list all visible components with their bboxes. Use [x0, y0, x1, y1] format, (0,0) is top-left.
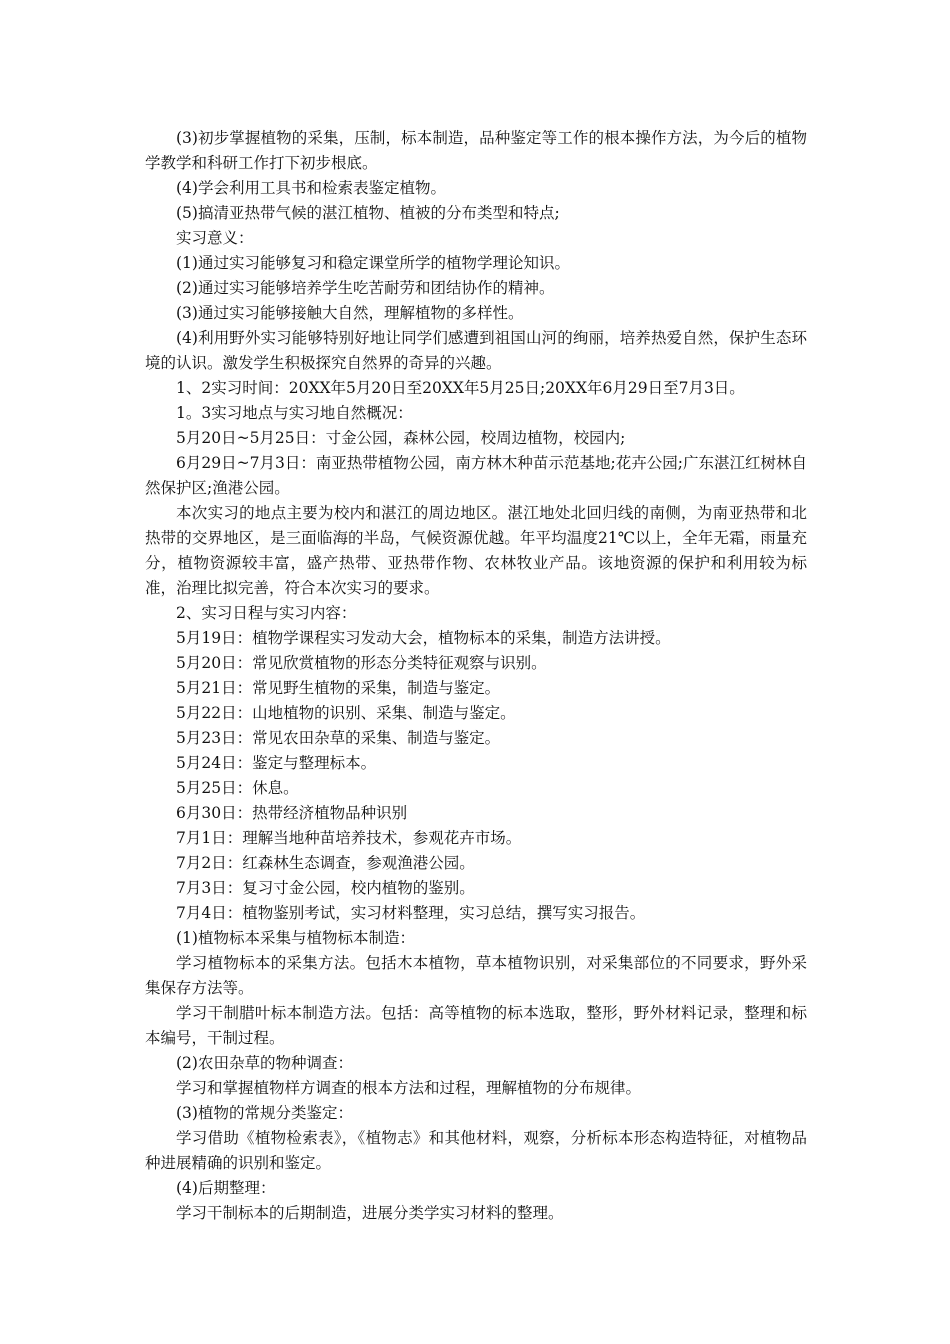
schedule-item: 5月24日：鉴定与整理标本。 — [176, 754, 377, 772]
paragraph: 本次实习的地点主要为校内和湛江的周边地区。湛江地处北回归线的南侧，为南亚热带和北热带的交界地区，是三面临海的半岛，气候资源优越。年平均温度21℃以上，全年无霜，雨量充分，植物资源较丰富，盛产热带、亚热带作物、农林牧业产品。该地资源的保护和利用较为标准，治理比拟完善，符合本次实习的要求。 — [145, 504, 807, 597]
paragraph: 6月29日~7月3日：南亚热带植物公园，南方林木种苗示范基地;花卉公园;广东湛江红树林自然保护区;渔港公园。 — [145, 454, 807, 497]
subsection-heading: (3)植物的常规分类鉴定： — [176, 1104, 353, 1122]
paragraph: 学习借助《植物检索表》，《植物志》和其他材料，观察，分析标本形态构造特征，对植物品种进展精确的识别和鉴定。 — [145, 1129, 807, 1172]
paragraph: 学习干制标本的后期制造，进展分类学实习材料的整理。 — [176, 1204, 564, 1222]
paragraph: (3)通过实习能够接触大自然，理解植物的多样性。 — [176, 304, 524, 322]
schedule-item: 5月19日：植物学课程实习发动大会，植物标本的采集，制造方法讲授。 — [176, 629, 671, 647]
section-heading: 1。3实习地点与实习地自然概况： — [176, 404, 413, 422]
paragraph: (5)搞清亚热带气候的湛江植物、植被的分布类型和特点; — [176, 204, 560, 222]
paragraph: 5月20日~5月25日：寸金公园，森林公园，校周边植物，校园内; — [176, 429, 626, 447]
paragraph: (4)利用野外实习能够特别好地让同学们感遭到祖国山河的绚丽，培养热爱自然，保护生态环境的认识。激发学生积极探究自然界的奇异的兴趣。 — [145, 329, 807, 372]
schedule-item: 7月2日：红森林生态调查，参观渔港公园。 — [176, 854, 475, 872]
paragraph: 学习和掌握植物样方调查的根本方法和过程，理解植物的分布规律。 — [176, 1079, 642, 1097]
schedule-item: 5月23日：常见农田杂草的采集、制造与鉴定。 — [176, 729, 501, 747]
paragraph: (2)通过实习能够培养学生吃苦耐劳和团结协作的精神。 — [176, 279, 555, 297]
paragraph: 学习干制腊叶标本制造方法。包括：高等植物的标本选取，整形，野外材料记录，整理和标本编号，干制过程。 — [145, 1004, 807, 1047]
schedule-item: 7月4日：植物鉴别考试，实习材料整理，实习总结，撰写实习报告。 — [176, 904, 646, 922]
schedule-item: 5月20日：常见欣赏植物的形态分类特征观察与识别。 — [176, 654, 547, 672]
schedule-item: 5月25日：休息。 — [176, 779, 299, 797]
subsection-heading: (4)后期整理： — [176, 1179, 276, 1197]
schedule-item: 5月21日：常见野生植物的采集，制造与鉴定。 — [176, 679, 501, 697]
section-heading: 2、实习日程与实习内容： — [176, 604, 357, 622]
section-heading: 实习意义： — [176, 229, 254, 247]
paragraph: 学习植物标本的采集方法。包括木本植物，草本植物识别，对采集部位的不同要求，野外采集保存方法等。 — [145, 954, 807, 997]
subsection-heading: (1)植物标本采集与植物标本制造： — [176, 929, 415, 947]
paragraph: 1、2实习时间：20XX年5月20日至20XX年5月25日;20XX年6月29日至7月3日。 — [176, 379, 745, 397]
subsection-heading: (2)农田杂草的物种调查： — [176, 1054, 353, 1072]
paragraph: (3)初步掌握植物的采集，压制，标本制造，品种鉴定等工作的根本操作方法，为今后的植物学教学和科研工作打下初步根底。 — [145, 129, 807, 172]
schedule-item: 6月30日：热带经济植物品种识别 — [176, 804, 408, 822]
paragraph: (1)通过实习能够复习和稳定课堂所学的植物学理论知识。 — [176, 254, 570, 272]
schedule-item: 7月3日：复习寸金公园，校内植物的鉴别。 — [176, 879, 475, 897]
schedule-item: 7月1日：理解当地种苗培养技术，参观花卉市场。 — [176, 829, 522, 847]
document-body — [145, 126, 807, 1226]
paragraph: (4)学会利用工具书和检索表鉴定植物。 — [176, 179, 446, 197]
schedule-item: 5月22日：山地植物的识别、采集、制造与鉴定。 — [176, 704, 516, 722]
